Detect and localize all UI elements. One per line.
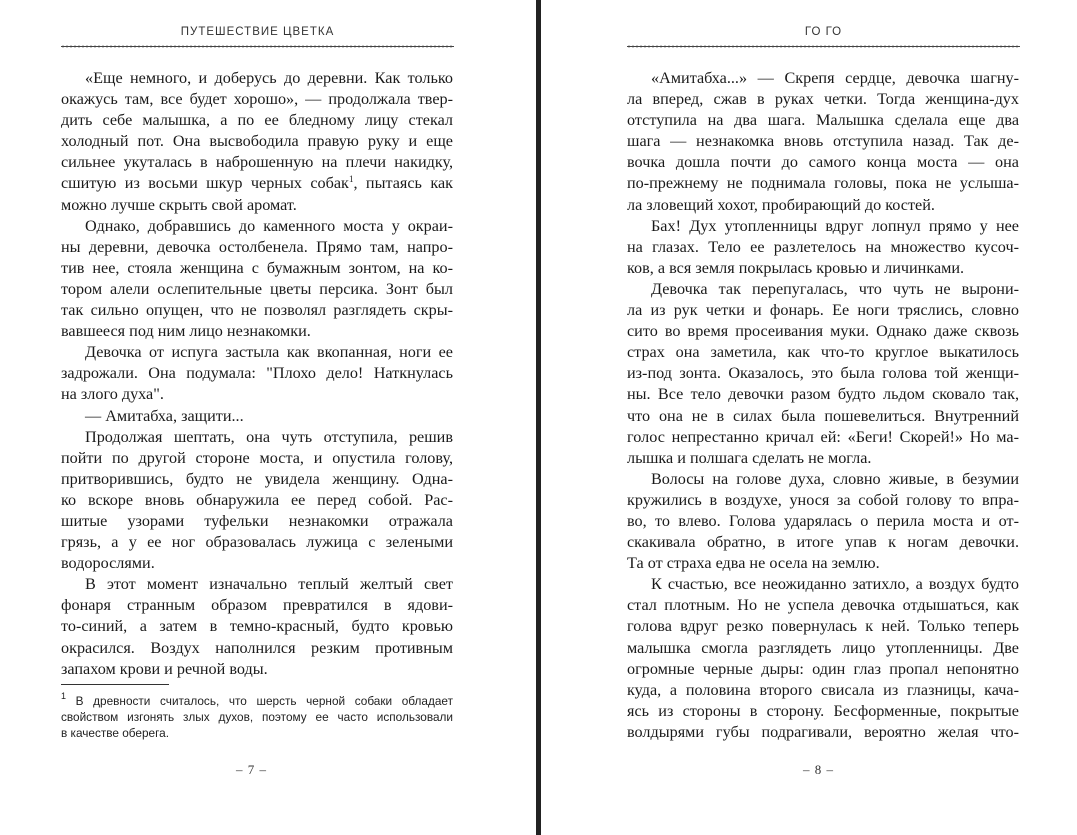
page-number-right: – 8 –	[803, 762, 834, 777]
text-line	[627, 173, 1019, 194]
line-text: на глазах. Тело ее разлетелось на множество кусоч-	[627, 237, 1019, 256]
text-line	[627, 237, 1019, 258]
text-line	[61, 68, 453, 89]
line-text: голос непрестанно кричал ей: «Беги! Скорей!» Но ма-	[627, 427, 1019, 446]
text-line	[61, 321, 453, 342]
line-text: стал плотным. Но не успела девочка отдышаться, как	[627, 596, 1019, 615]
text-line	[627, 616, 1019, 637]
text-line	[61, 469, 453, 490]
line-text: окрасился. Воздух наполнился резким противным	[61, 638, 453, 657]
line-text: сшитую из восьми шкур черных собак	[61, 174, 349, 193]
text-line	[627, 68, 1019, 89]
line-text: грязь, а у ее ног образовалась лужица с зелеными	[61, 533, 453, 552]
text-line	[61, 110, 453, 131]
page-number-left: – 7 –	[236, 762, 267, 777]
text-line	[61, 595, 453, 616]
running-head-left: ПУТЕШЕСТВИЕ ЦВЕТКА	[180, 26, 335, 38]
text-line	[627, 131, 1019, 152]
text-line	[627, 110, 1019, 131]
text-line	[627, 216, 1019, 237]
text-line	[61, 300, 453, 321]
text-line	[61, 406, 453, 427]
text-line	[61, 384, 453, 405]
line-text: Девочка так перепугалась, что чуть не вырони-	[651, 279, 1019, 298]
line-text: В этот момент изначально теплый желтый свет	[85, 575, 453, 594]
left-page	[0, 0, 536, 835]
footnote-text: В древности считалось, что шерсть черной собаки обладает	[75, 694, 453, 708]
line-text: скакивала обратно, в итоге упав к ногам девочки.	[627, 533, 1019, 552]
text-line	[61, 490, 453, 511]
line-text: ны деревни, девочка остолбенела. Прямо там, напро-	[61, 237, 453, 256]
book-gutter	[536, 0, 541, 835]
line-text: ясь из стороны в сторону. Бесформенные, покрытые	[627, 701, 1019, 720]
line-text: ла вперед, сжав в руках четки. Тогда женщина-дух	[627, 90, 1019, 109]
line-text: сито во время просеивания муки. Однако даже сквозь	[627, 322, 1019, 341]
header-rule-right	[627, 44, 1020, 50]
line-text: «Еще немного, и доберусь до деревни. Как только	[85, 69, 453, 87]
line-text: холодный пот. Она высвободила правую руку и еще	[61, 132, 453, 151]
text-line	[61, 89, 453, 110]
text-line	[61, 553, 453, 574]
line-text: «Амитабха...» — Скрепя сердце, девочка шагну-	[651, 69, 1019, 87]
line-text: Однако, добравшись до каменного моста у окраи-	[85, 216, 453, 235]
text-line	[627, 279, 1019, 300]
text-line	[61, 363, 453, 384]
text-line	[627, 595, 1019, 616]
text-line	[627, 258, 1019, 279]
text-line	[627, 532, 1019, 553]
line-text: ла из рук четки и фонарь. Ее ноги тряслись, словно	[627, 301, 1019, 320]
line-text: волдырями губы подрагивали, вероятно желая что-	[627, 722, 1019, 741]
text-line	[61, 342, 453, 363]
text-line	[61, 427, 453, 448]
text-line	[61, 616, 453, 637]
text-line	[627, 406, 1019, 427]
text-line	[61, 448, 453, 469]
line-text: тив нее, стояла женщина с бумажным зонтом, на ко-	[61, 258, 453, 277]
line-text: из-под зонта. Оказалось, это была голова той женщи-	[627, 364, 1019, 383]
footnote-line	[61, 709, 453, 725]
footnote-marker[interactable]: 1	[348, 174, 354, 185]
line-text: голова вдруг резко повернулась к ней. Только теперь	[627, 617, 1019, 636]
line-text: Волосы на голове духа, словно живые, в безумии	[651, 469, 1019, 488]
line-text: Та от страха едва не осела на землю.	[627, 554, 880, 573]
text-line	[627, 300, 1019, 321]
footnote-line	[61, 693, 453, 709]
line-text: на злого духа".	[61, 385, 164, 404]
line-text: тором алели ослепительные цветы персика. Зонт был	[61, 279, 453, 298]
line-text: можно лучше скрыть свой аромат.	[61, 195, 297, 214]
text-line	[61, 258, 453, 279]
text-line	[627, 722, 1019, 743]
line-text: куда, а половина второго свисала из глазницы, кача-	[627, 680, 1019, 699]
text-line	[61, 152, 453, 173]
text-line	[627, 427, 1019, 448]
text-line	[627, 89, 1019, 110]
right-page	[543, 0, 1077, 835]
text-line	[61, 574, 453, 595]
text-line	[627, 574, 1019, 595]
text-line	[61, 131, 453, 152]
line-text: шитые узорами туфельки незнакомки отражала	[61, 511, 453, 530]
line-text: К счастью, все неожиданно затихло, а воздух будто	[651, 575, 1019, 594]
text-line	[627, 490, 1019, 511]
line-text: по-прежнему не поднимала головы, пока не услыша-	[627, 174, 1019, 193]
footnote	[61, 693, 453, 741]
text-line	[627, 659, 1019, 680]
line-text: во, то влево. Голова ударялась о перила моста и от-	[627, 511, 1019, 530]
line-text: так сильно опущен, что не позволял разглядеть скры-	[61, 301, 453, 320]
footnote-text: свойством изгонять злых духов, поэтому ее часто использовали	[61, 710, 453, 724]
text-line	[61, 279, 453, 300]
footnote-line	[61, 725, 453, 741]
text-line	[627, 342, 1019, 363]
text-line	[627, 448, 1019, 469]
line-text: лышка и полшага сделать не могла.	[627, 448, 872, 467]
text-line	[627, 363, 1019, 384]
line-text: фонаря странным образом превратился в ядови-	[61, 596, 453, 615]
text-line	[627, 384, 1019, 405]
line-text: Девочка от испуга застыла как вкопанная, ноги ее	[85, 343, 453, 362]
text-line	[61, 638, 453, 659]
text-line	[627, 152, 1019, 173]
text-line	[627, 321, 1019, 342]
line-text: водорослями.	[61, 554, 155, 573]
line-text: сильнее укуталась в наброшенную на плечи накидку,	[61, 153, 453, 172]
line-text: Продолжая шептать, она чуть отступила, решив	[85, 427, 453, 446]
left-body-text	[61, 68, 453, 680]
text-line	[61, 659, 453, 680]
text-line	[61, 173, 453, 194]
line-text: Бах! Дух утопленницы вдруг лопнул прямо у нее	[651, 216, 1019, 235]
line-text: ко вскоре вновь обнаружила ее перед собой. Рас-	[61, 490, 453, 509]
line-text: отступила на два шага. Малышка сделала еще два	[627, 111, 1019, 130]
right-body-text	[627, 68, 1019, 743]
line-text: малышка смогла разглядеть лицо утопленницы. Две	[627, 638, 1019, 657]
text-line	[61, 237, 453, 258]
line-text: шага — незнакомка вновь отступила назад. Так де-	[627, 132, 1019, 151]
line-text: кружились в воздухе, унося за собой голову то впра-	[627, 490, 1019, 509]
footnote-text: в качестве оберега.	[61, 726, 169, 740]
line-text: страх она заметила, как что-то круглое выкатилось	[627, 343, 1019, 362]
line-text: что она не в силах была пошевелиться. Внутренний	[627, 406, 1019, 425]
line-text: пойти по другой стороне моста, и опустила голову,	[61, 448, 453, 467]
line-text: огромные черные дыры: один глаз пропал непонятно	[627, 659, 1019, 678]
line-text: ла зловещий хохот, пробирающий до костей.	[627, 195, 935, 214]
text-line	[61, 195, 453, 216]
line-text: притворившись, будто не увидела женщину. Одна-	[61, 469, 453, 488]
line-text: задрожали. Она подумала: "Плохо дело! Наткнулась	[61, 364, 453, 383]
line-text: ков, а вся земля покрылась кровью и личинками.	[627, 258, 965, 277]
line-text: окажусь там, все будет хорошо», — продолжала твер-	[61, 90, 453, 109]
text-line	[61, 216, 453, 237]
text-line	[61, 511, 453, 532]
line-text: запахом крови и речной воды.	[61, 659, 268, 678]
running-head-right: ГО ГО	[804, 26, 843, 38]
text-line	[627, 701, 1019, 722]
text-line	[627, 469, 1019, 490]
header-rule-left	[61, 44, 454, 50]
line-text: вочка дошла почти до самого конца моста — она	[627, 153, 1019, 172]
line-text: ны. Все тело девочки разом будто льдом сковало так,	[627, 385, 1019, 404]
line-text: — Амитабха, защити...	[85, 406, 244, 425]
text-line	[627, 638, 1019, 659]
footnote-number: 1	[61, 691, 67, 701]
line-text-continued: , пытаясь как	[353, 174, 454, 193]
text-line	[61, 532, 453, 553]
text-line	[627, 680, 1019, 701]
text-line	[627, 511, 1019, 532]
line-text: вавшееся под ним лицо незнакомки.	[61, 322, 311, 341]
text-line	[627, 553, 1019, 574]
line-text: то-синий, а затем в темно-красный, будто кровью	[61, 617, 453, 636]
line-text: дить себе малышка, а по ее бледному лицу стекал	[61, 111, 453, 130]
footnote-rule	[61, 684, 169, 685]
text-line	[627, 195, 1019, 216]
